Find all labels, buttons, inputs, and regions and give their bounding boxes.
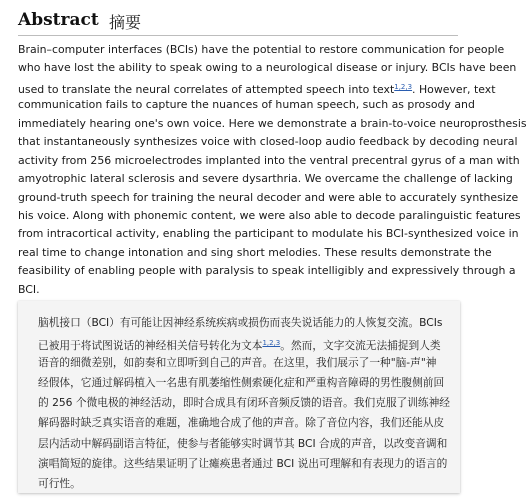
translation-text [38, 313, 454, 494]
abstract-line: real time to change intonation and sing short melodies. These results demonstrate the [18, 245, 492, 259]
abstract-line: who have lost the ability to speak owing to a neurological disease or injury. BCIs have been [18, 61, 517, 75]
translation-line-part: 。然而，文字交流无法捕捉到人类 [280, 339, 441, 353]
abstract-line: feasibility of enabling people with paralysis to speak intelligibly and expressively through a [18, 264, 516, 278]
abstract-line: his voice. Along with phonemic content, we were also able to decode paralinguistic features [18, 208, 521, 222]
abstract-line [18, 78, 496, 96]
translation-line: 可行性。 [38, 476, 81, 490]
translation-line: 的 256 个微电极的神经活动，即时合成具有闭环音频反馈的语音。我们克服了训练神经 [38, 396, 450, 410]
section-title-zh: 摘要 [109, 13, 142, 32]
translation-line: 解码器时缺乏真实语音的难题，准确地合成了他的声音。除了音位内容，我们还能从皮 [38, 416, 445, 430]
citation-link[interactable]: 1,2,3 [262, 339, 281, 348]
translation-line [38, 333, 454, 353]
abstract-line: ground-truth speech for training the neural decoder and were able to accurately synthesize [18, 190, 519, 204]
abstract-line-part: used to translate the neural correlates of attempted speech into text [18, 82, 395, 96]
translation-line: 层内活动中解码副语言特征，使参与者能够实时调节其 BCI 合成的声音，以改变音调和 [38, 436, 448, 450]
abstract-line: BCI. [18, 282, 40, 296]
translation-card [18, 301, 460, 493]
abstract-line-part: . However, text [412, 82, 496, 96]
translation-line: 经假体，它通过解码植入一名患有肌萎缩性侧索硬化症和严重构音障碍的男性腹侧前回 [38, 376, 445, 390]
section-header [18, 8, 458, 36]
abstract-text [18, 41, 527, 299]
abstract-line: that instantaneously synthesizes voice with closed-loop audio feedback by decoding neural [18, 135, 518, 149]
abstract-line: communication fails to capture the nuances of human speech, such as prosody and [18, 98, 475, 112]
abstract-line: immediately hearing one's own voice. Here we demonstrate a brain-to-voice neuroprosthesis [18, 116, 527, 130]
abstract-line: Brain–computer interfaces (BCIs) have the potential to restore communication for people [18, 43, 505, 56]
translation-line: 脑机接口（BCI）有可能让因神经系统疾病或损伤而丧失说话能力的人恢复交流。BCIs [38, 316, 443, 329]
abstract-line: from intracortical activity, enabling the participant to modulate his BCI-synthesized voice in [18, 227, 519, 241]
translation-line: 语音的细微差别，如韵奏和立即听到自己的声音。在这里，我们展示了一种"脑-声"神 [38, 356, 437, 370]
translation-line: 演唱简短的旋律。这些结果证明了让瘫痪患者通过 BCI 说出可理解和有表现力的语言的 [38, 456, 448, 470]
abstract-line: amyotrophic lateral sclerosis and severe dysarthria. We overcame the challenge of lacking [18, 172, 513, 186]
citation-link[interactable]: 1,2,3 [394, 82, 413, 91]
translation-line-part: 已被用于将试图说话的神经相关信号转化为文本 [38, 339, 263, 353]
abstract-line: activity from 256 microelectrodes implanted into the ventral precentral gyrus of a man with [18, 153, 520, 167]
section-title-en: Abstract [18, 10, 99, 30]
